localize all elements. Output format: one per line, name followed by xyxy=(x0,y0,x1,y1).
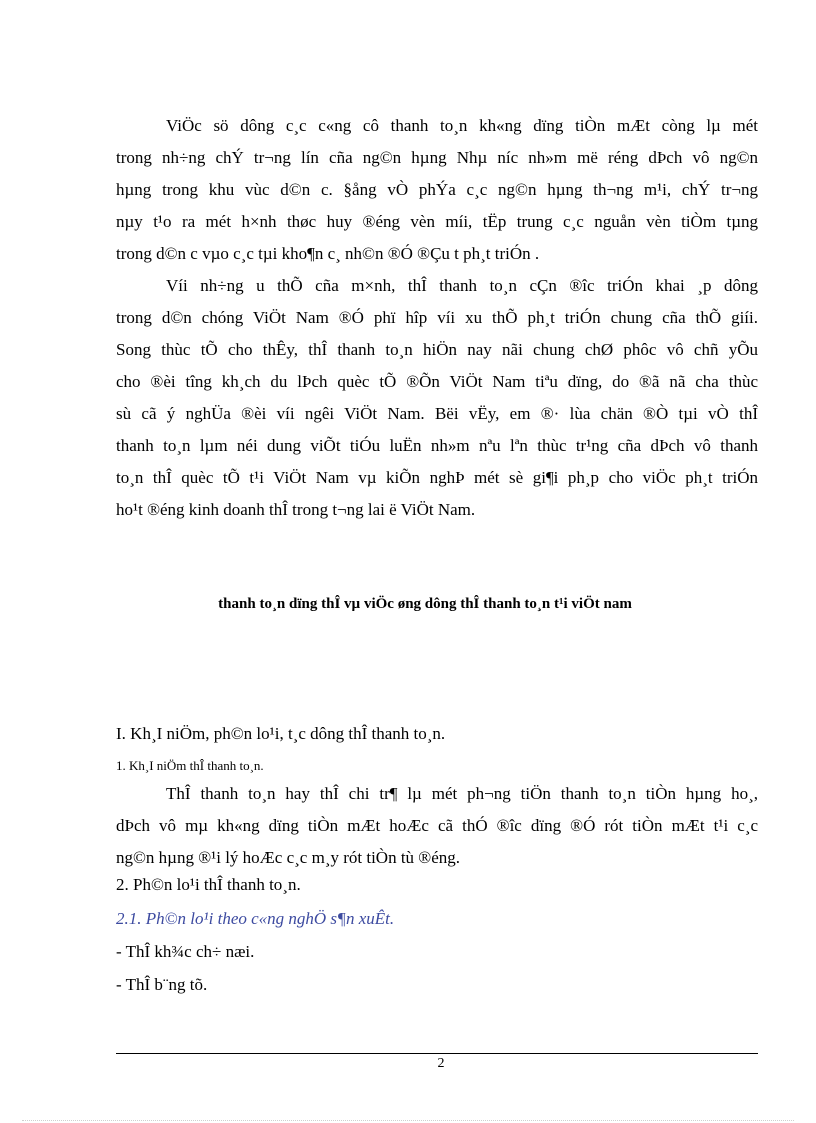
chapter-title: thanh to¸n dïng thÎ vµ viÖc øng dông thÎ thanh to¸n t¹i viÖt nam xyxy=(218,596,632,612)
intro-paragraph-2 xyxy=(116,270,758,526)
text-line: ThÎ thanh to¸n hay thÎ chi tr¶ lµ mét ph¬ng tiÖn thanh to¸n tiÒn hµng ho¸, xyxy=(166,784,758,803)
intro-text xyxy=(116,110,758,526)
intro-paragraph-1 xyxy=(116,110,758,270)
text-line: thanh to¸n lµm néi dung viÕt tiÓu luËn nh»m nªu lªn thùc tr¹ng cña dÞch vô thanh xyxy=(116,436,758,455)
definition-paragraph xyxy=(116,778,758,874)
section-heading-2: 2. Ph©n lo¹i thÎ thanh to¸n. xyxy=(116,875,301,894)
list-item: - ThÎ kh¾c ch÷ næi. xyxy=(116,942,255,961)
subsection-heading-1-1: 1. Kh¸I niÖm thÎ thanh to¸n. xyxy=(116,758,264,773)
text-line: sù cã ý nghÜa ®èi víi ngêi ViÖt Nam. Bëi vËy, em ®· lùa chän ®Ò tµi vÒ thÎ xyxy=(116,404,758,423)
text-line: trong d©n chóng ViÖt Nam ®Ó phï hîp víi xu thÕ ph¸t triÓn chung cña thÕ giíi. xyxy=(116,308,758,327)
text-line: hµng trong khu vùc d©n c. §ång vÒ phÝa c¸c ng©n hµng th¬ng m¹i, chÝ tr¬ng xyxy=(116,180,758,199)
page-edge-dotted-line xyxy=(22,1120,794,1121)
text-line: Song thùc tÕ cho thÊy, thÎ thanh to¸n hiÖn nay nãi chung chØ phôc vô chñ yÕu xyxy=(116,340,758,359)
text-line: ViÖc sö dông c¸c c«ng cô thanh to¸n kh«ng dïng tiÒn mÆt còng lµ mét xyxy=(166,116,758,135)
text-line: trong d©n c vµo c¸c tµi kho¶n c¸ nh©n ®Ó ®Çu t ph¸t triÓn . xyxy=(116,244,540,263)
text-line: dÞch vô mµ kh«ng dïng tiÒn mÆt hoÆc cã thÓ ®îc dïng ®Ó rót tiÒn mÆt t¹i c¸c xyxy=(116,816,758,835)
text-line: Víi nh÷ng u thÕ cña m×nh, thÎ thanh to¸n cÇn ®îc triÓn khai ¸p dông xyxy=(166,276,758,295)
section-heading-1: I. Kh¸I niÖm, ph©n lo¹i, t¸c dông thÎ thanh to¸n. xyxy=(116,724,446,743)
page-number: 2 xyxy=(437,1056,445,1071)
text-line: ho¹t ®éng kinh doanh thÎ trong t¬ng lai ë ViÖt Nam. xyxy=(116,500,476,519)
subsection-heading-2-1: 2.1. Ph©n lo¹i theo c«ng nghÖ s¶n xuÊt. xyxy=(116,909,395,928)
text-line: trong nh÷ng chÝ tr¬ng lín cña ng©n hµng Nhµ níc nh»m më réng dÞch vô ng©n xyxy=(116,148,758,167)
text-line: ng©n hµng ®¹i lý hoÆc c¸c m¸y rót tiÒn tù ®éng. xyxy=(116,848,461,867)
footer-divider xyxy=(116,1053,758,1054)
list-item: - ThÎ b¨ng tõ. xyxy=(116,975,208,994)
text-line: to¸n thÎ quèc tÕ t¹i ViÖt Nam vµ kiÕn nghÞ mét sè gi¶i ph¸p cho viÖc ph¸t triÓn xyxy=(116,468,758,487)
text-line: cho ®èi tîng kh¸ch du lÞch quèc tÕ ®Õn ViÖt Nam tiªu dïng, do ®ã nã cha thùc xyxy=(116,372,758,391)
text-line: nµy t¹o ra mét h×nh thøc huy ®éng vèn míi, tËp trung c¸c nguån vèn tiÒm tµng xyxy=(116,212,758,231)
